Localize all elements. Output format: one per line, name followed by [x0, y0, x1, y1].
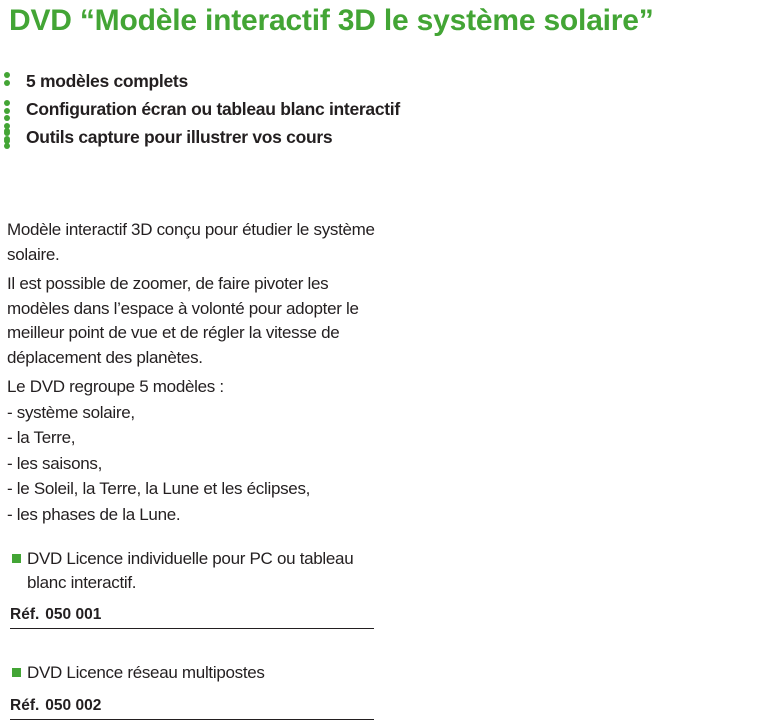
product-label: DVD Licence réseau multipostes: [27, 663, 265, 682]
description-features: Il est possible de zoomer, de faire pivoter les modèles dans l’espace à volonté pour adopter le meilleur point de vue et de régler la vitesse de déplacement des planètes.: [7, 274, 359, 367]
product-network-license: [10, 661, 380, 714]
reference-number: 050 001: [45, 606, 102, 623]
feature-item: [0, 98, 400, 120]
green-dots-icon: [4, 72, 10, 87]
product-label: DVD Licence individuelle pour PC ou tableau blanc interactif.: [27, 549, 354, 592]
feature-list: [0, 70, 400, 154]
list-item: - les phases de la Lune.: [7, 504, 181, 524]
feature-item: [0, 70, 400, 92]
feature-label: Configuration écran ou tableau blanc interactif: [26, 99, 400, 119]
description: [7, 218, 379, 527]
product-label-row: [10, 547, 380, 595]
model-list: [7, 400, 379, 528]
feature-label: Outils capture pour illustrer vos cours: [26, 127, 333, 147]
description-models-heading: Le DVD regroupe 5 modèles :: [7, 377, 224, 396]
product-reference: [10, 605, 374, 629]
list-item: - les saisons,: [7, 453, 103, 473]
green-square-bullet-icon: [12, 554, 21, 563]
description-intro: Modèle interactif 3D conçu pour étudier le système solaire.: [7, 220, 375, 264]
green-square-bullet-icon: [12, 668, 21, 677]
feature-label: 5 modèles complets: [26, 71, 188, 91]
reference-number: 050 002: [45, 697, 102, 714]
reference-label: Réf.: [10, 697, 40, 714]
page-title: DVD “Modèle interactif 3D le système solaire”: [9, 4, 654, 37]
product-reference: [10, 696, 374, 720]
product-individual-license: [10, 547, 380, 623]
list-item: - système solaire,: [7, 402, 135, 422]
reference-label: Réf.: [10, 606, 40, 623]
green-dots-icon: [4, 128, 10, 151]
list-item: - le Soleil, la Terre, la Lune et les éclipses,: [7, 479, 311, 498]
list-item: - la Terre,: [7, 428, 76, 447]
product-label-row: [10, 661, 380, 685]
feature-item: [0, 126, 400, 148]
